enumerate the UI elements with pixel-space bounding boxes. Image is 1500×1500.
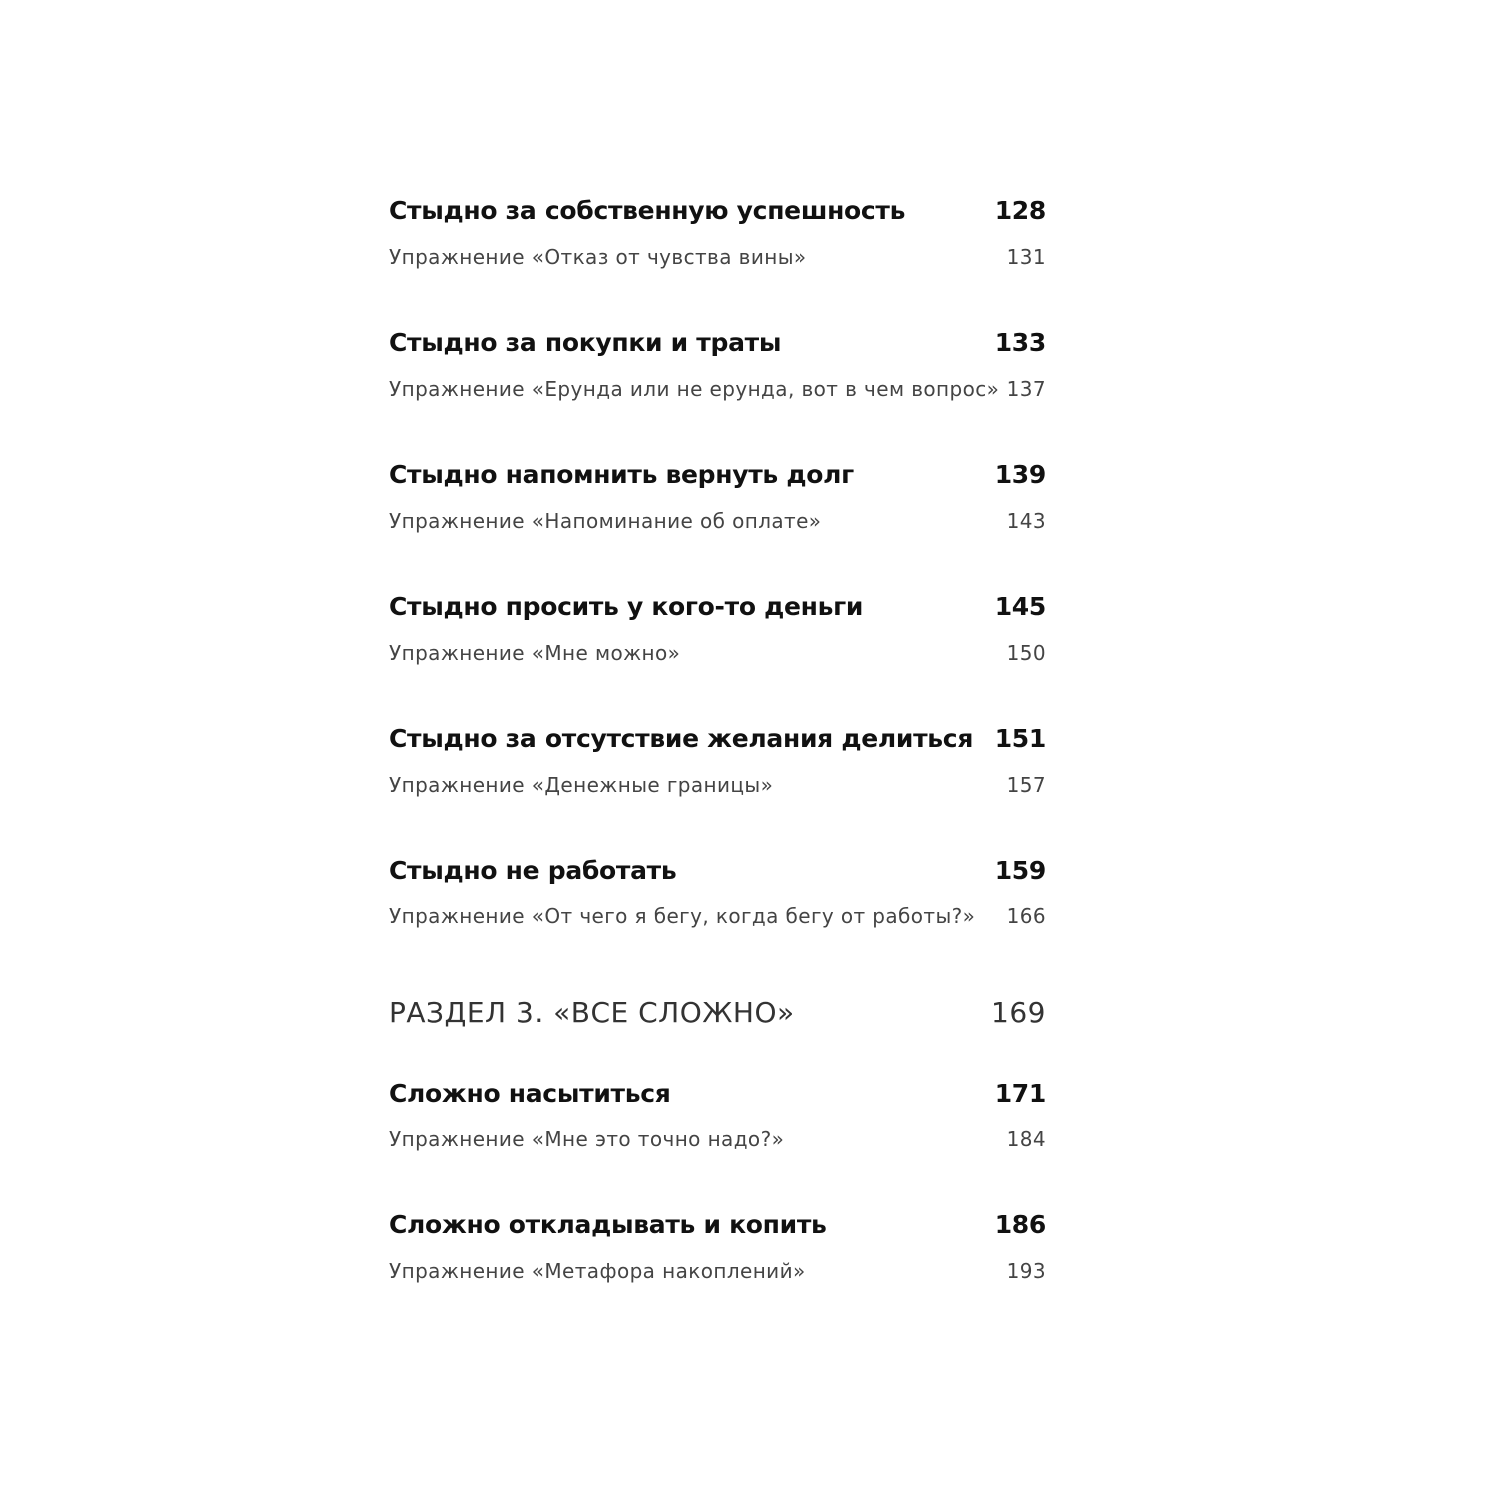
toc-section-title: РАЗДЕЛ 3. «ВСЕ СЛОЖНО» xyxy=(389,996,795,1029)
toc-exercise-title: Упражнение «Ерунда или не ерунда, вот в чем вопрос» xyxy=(389,377,1000,401)
toc-chapter-entry[interactable] xyxy=(389,196,1046,225)
toc-exercise-title: Упражнение «Мне можно» xyxy=(389,641,681,665)
toc-page-number: 151 xyxy=(994,724,1046,753)
toc-page-number: 145 xyxy=(994,592,1046,621)
table-of-contents xyxy=(389,0,1046,1500)
toc-exercise-entry[interactable] xyxy=(389,245,1046,269)
toc-exercise-title: Упражнение «Метафора накоплений» xyxy=(389,1259,806,1283)
toc-chapter-entry[interactable] xyxy=(389,724,1046,753)
toc-exercise-entry[interactable] xyxy=(389,641,1046,665)
toc-exercise-title: Упражнение «Напоминание об оплате» xyxy=(389,509,822,533)
toc-page-number: 171 xyxy=(994,1079,1046,1108)
toc-page-number: 131 xyxy=(1006,245,1046,269)
toc-page-number: 186 xyxy=(994,1210,1046,1239)
toc-page-number: 139 xyxy=(994,460,1046,489)
toc-chapter-title: Стыдно просить у кого-то деньги xyxy=(389,592,864,621)
toc-chapter-entry[interactable] xyxy=(389,1079,1046,1108)
toc-chapter-title: Стыдно за покупки и траты xyxy=(389,328,782,357)
toc-page-number: 193 xyxy=(1006,1259,1046,1283)
toc-exercise-entry[interactable] xyxy=(389,904,1046,928)
toc-page-number: 143 xyxy=(1006,509,1046,533)
toc-exercise-entry[interactable] xyxy=(389,509,1046,533)
toc-exercise-entry[interactable] xyxy=(389,377,1046,401)
toc-chapter-entry[interactable] xyxy=(389,1210,1046,1239)
toc-page-number: 184 xyxy=(1006,1127,1046,1151)
toc-chapter-title: Стыдно напомнить вернуть долг xyxy=(389,460,854,489)
toc-exercise-title: Упражнение «От чего я бегу, когда бегу от работы?» xyxy=(389,904,976,928)
toc-page-number: 128 xyxy=(994,196,1046,225)
toc-chapter-entry[interactable] xyxy=(389,856,1046,885)
toc-page-number: 150 xyxy=(1006,641,1046,665)
toc-page-number: 137 xyxy=(1006,377,1046,401)
toc-exercise-entry[interactable] xyxy=(389,1259,1046,1283)
toc-section-entry[interactable] xyxy=(389,996,1046,1029)
toc-exercise-entry[interactable] xyxy=(389,773,1046,797)
toc-exercise-entry[interactable] xyxy=(389,1127,1046,1151)
toc-page-number: 157 xyxy=(1006,773,1046,797)
toc-chapter-title: Стыдно за отсутствие желания делиться xyxy=(389,724,974,753)
toc-chapter-title: Сложно откладывать и копить xyxy=(389,1210,827,1239)
toc-chapter-entry[interactable] xyxy=(389,592,1046,621)
toc-chapter-entry[interactable] xyxy=(389,328,1046,357)
toc-chapter-title: Сложно насытиться xyxy=(389,1079,671,1108)
toc-page-number: 169 xyxy=(991,996,1046,1029)
toc-page-number: 159 xyxy=(994,856,1046,885)
toc-exercise-title: Упражнение «Мне это точно надо?» xyxy=(389,1127,785,1151)
toc-exercise-title: Упражнение «Отказ от чувства вины» xyxy=(389,245,807,269)
toc-page-number: 133 xyxy=(994,328,1046,357)
toc-exercise-title: Упражнение «Денежные границы» xyxy=(389,773,774,797)
toc-chapter-entry[interactable] xyxy=(389,460,1046,489)
toc-chapter-title: Стыдно за собственную успешность xyxy=(389,196,906,225)
toc-chapter-title: Стыдно не работать xyxy=(389,856,677,885)
toc-page-number: 166 xyxy=(1006,904,1046,928)
